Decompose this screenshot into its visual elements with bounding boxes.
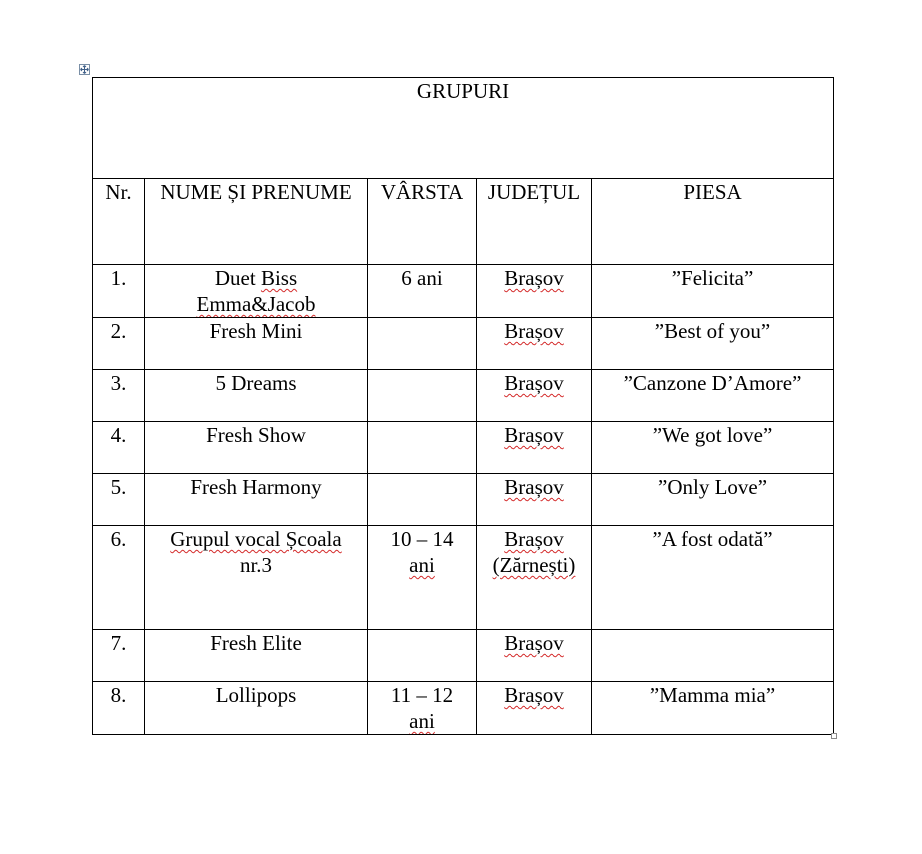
- song-text: ”A fost odată”: [652, 527, 773, 551]
- county-line-1: Brașov: [504, 423, 564, 447]
- cell-song: [592, 474, 834, 526]
- table-row: [93, 318, 834, 370]
- age-line-1: 11 – 12: [390, 683, 454, 707]
- table-title: GRUPURI: [93, 78, 834, 179]
- cell-nr: 6.: [93, 526, 145, 630]
- cell-name: [145, 526, 368, 630]
- name-line-1-text: Biss: [260, 266, 298, 290]
- cell-song: [592, 265, 834, 318]
- name-line-2: nr.3: [239, 553, 273, 577]
- cell-county: [477, 526, 592, 630]
- county-line-1: Brașov: [504, 475, 564, 499]
- cell-nr: 4.: [93, 422, 145, 474]
- cell-nr: 2.: [93, 318, 145, 370]
- cell-song: [592, 422, 834, 474]
- county-line-1: Brașov: [504, 631, 564, 655]
- song-text: ”Best of you”: [654, 319, 771, 343]
- age-line-1: 10 – 14: [390, 527, 454, 551]
- county-line-1: Brașov: [504, 266, 564, 290]
- song-text: ”We got love”: [652, 423, 773, 447]
- cell-song: [592, 630, 834, 682]
- county-line-1: Brașov: [504, 683, 564, 707]
- cell-song: [592, 526, 834, 630]
- cell-song: [592, 682, 834, 735]
- table-row: [93, 422, 834, 474]
- cell-nr: 8.: [93, 682, 145, 735]
- song-text: ”Canzone D’Amore”: [623, 371, 802, 395]
- cell-name: [145, 422, 368, 474]
- cell-age: [368, 370, 477, 422]
- cell-name: [145, 265, 368, 318]
- header-row: [93, 179, 834, 265]
- header-county: JUDEȚUL: [477, 179, 592, 265]
- header-nr: Nr.: [93, 179, 145, 265]
- table-row: [93, 265, 834, 318]
- cell-county: [477, 422, 592, 474]
- cell-age: [368, 630, 477, 682]
- county-line-1: Brașov: [504, 371, 564, 395]
- name-line-1: Duet Biss: [214, 266, 298, 290]
- song-text: ”Felicita”: [671, 266, 754, 290]
- cell-county: [477, 318, 592, 370]
- table-row: [93, 474, 834, 526]
- cell-county: [477, 474, 592, 526]
- cell-name: [145, 630, 368, 682]
- cell-age: [368, 526, 477, 630]
- title-row: [93, 78, 834, 179]
- table-row: [93, 526, 834, 630]
- cell-song: [592, 370, 834, 422]
- cell-age: [368, 682, 477, 735]
- name-line-1: Lollipops: [215, 683, 297, 707]
- cell-name: [145, 318, 368, 370]
- table-row: [93, 630, 834, 682]
- name-line-1: 5 Dreams: [215, 371, 297, 395]
- name-line-2: Emma&Jacob: [196, 292, 316, 316]
- table-resize-handle-icon[interactable]: [831, 733, 837, 739]
- name-line-1: Grupul vocal Școala: [170, 527, 342, 551]
- cell-county: [477, 682, 592, 735]
- cell-name: [145, 370, 368, 422]
- county-line-1: Brașov: [504, 527, 564, 551]
- song-text: ”Only Love”: [658, 475, 768, 499]
- cell-nr: 3.: [93, 370, 145, 422]
- cell-age: [368, 474, 477, 526]
- table-row: [93, 682, 834, 735]
- cell-county: [477, 265, 592, 318]
- name-line-1: Fresh Show: [206, 423, 306, 447]
- cell-name: [145, 474, 368, 526]
- cell-age: [368, 318, 477, 370]
- cell-age: [368, 422, 477, 474]
- table-move-handle-icon[interactable]: [79, 64, 90, 75]
- groups-table: [92, 77, 834, 735]
- county-line-1: Brașov: [504, 319, 564, 343]
- cell-county: [477, 370, 592, 422]
- name-line-1: Fresh Harmony: [190, 475, 322, 499]
- age-line-2: ani: [409, 709, 435, 733]
- header-name: NUME ȘI PRENUME: [145, 179, 368, 265]
- header-age: VÂRSTA: [368, 179, 477, 265]
- age-line-2: ani: [409, 553, 435, 577]
- header-song: PIESA: [592, 179, 834, 265]
- cell-nr: 5.: [93, 474, 145, 526]
- county-line-2: (Zărnești): [492, 553, 576, 577]
- name-line-1: Fresh Elite: [210, 631, 302, 655]
- name-line-1: Fresh Mini: [209, 319, 303, 343]
- table-row: [93, 370, 834, 422]
- cell-song: [592, 318, 834, 370]
- cell-age: [368, 265, 477, 318]
- cell-nr: 7.: [93, 630, 145, 682]
- song-text: ”Mamma mia”: [649, 683, 776, 707]
- age-line-1: 6 ani: [401, 266, 443, 290]
- cell-county: [477, 630, 592, 682]
- cell-name: [145, 682, 368, 735]
- cell-nr: 1.: [93, 265, 145, 318]
